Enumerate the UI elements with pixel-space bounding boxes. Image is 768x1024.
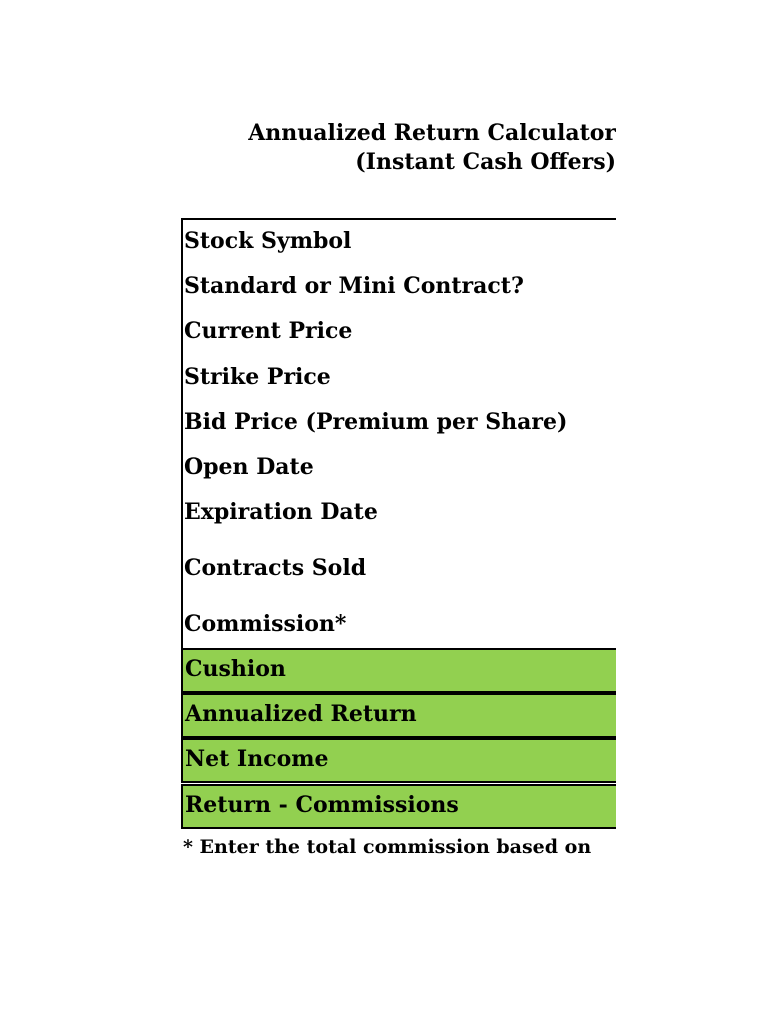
contracts-sold-label: Contracts Sold [184,555,367,581]
return-minus-commissions-label: Return - Commissions [185,792,459,818]
bid-price-label: Bid Price (Premium per Share) [184,409,568,435]
result-return-minus-commissions[interactable] [181,784,616,829]
commission-footnote: * Enter the total commission based on [183,836,592,858]
strike-price-label: Strike Price [184,364,331,390]
table-top-border [181,218,616,220]
commission-label: Commission* [184,611,347,637]
cushion-label: Cushion [185,656,286,682]
table-left-border [181,218,183,648]
page-title: Annualized Return Calculator [248,120,616,146]
result-net-income[interactable] [181,738,616,783]
stock-symbol-label: Stock Symbol [184,228,352,254]
expiration-date-label: Expiration Date [184,499,378,525]
open-date-label: Open Date [184,454,314,480]
net-income-label: Net Income [185,746,329,772]
annualized-return-label: Annualized Return [185,701,417,727]
result-cushion[interactable] [181,648,616,693]
result-annualized-return[interactable] [181,693,616,738]
page-subtitle: (Instant Cash Offers) [355,149,616,175]
contract-type-label: Standard or Mini Contract? [184,273,524,299]
current-price-label: Current Price [184,318,353,344]
